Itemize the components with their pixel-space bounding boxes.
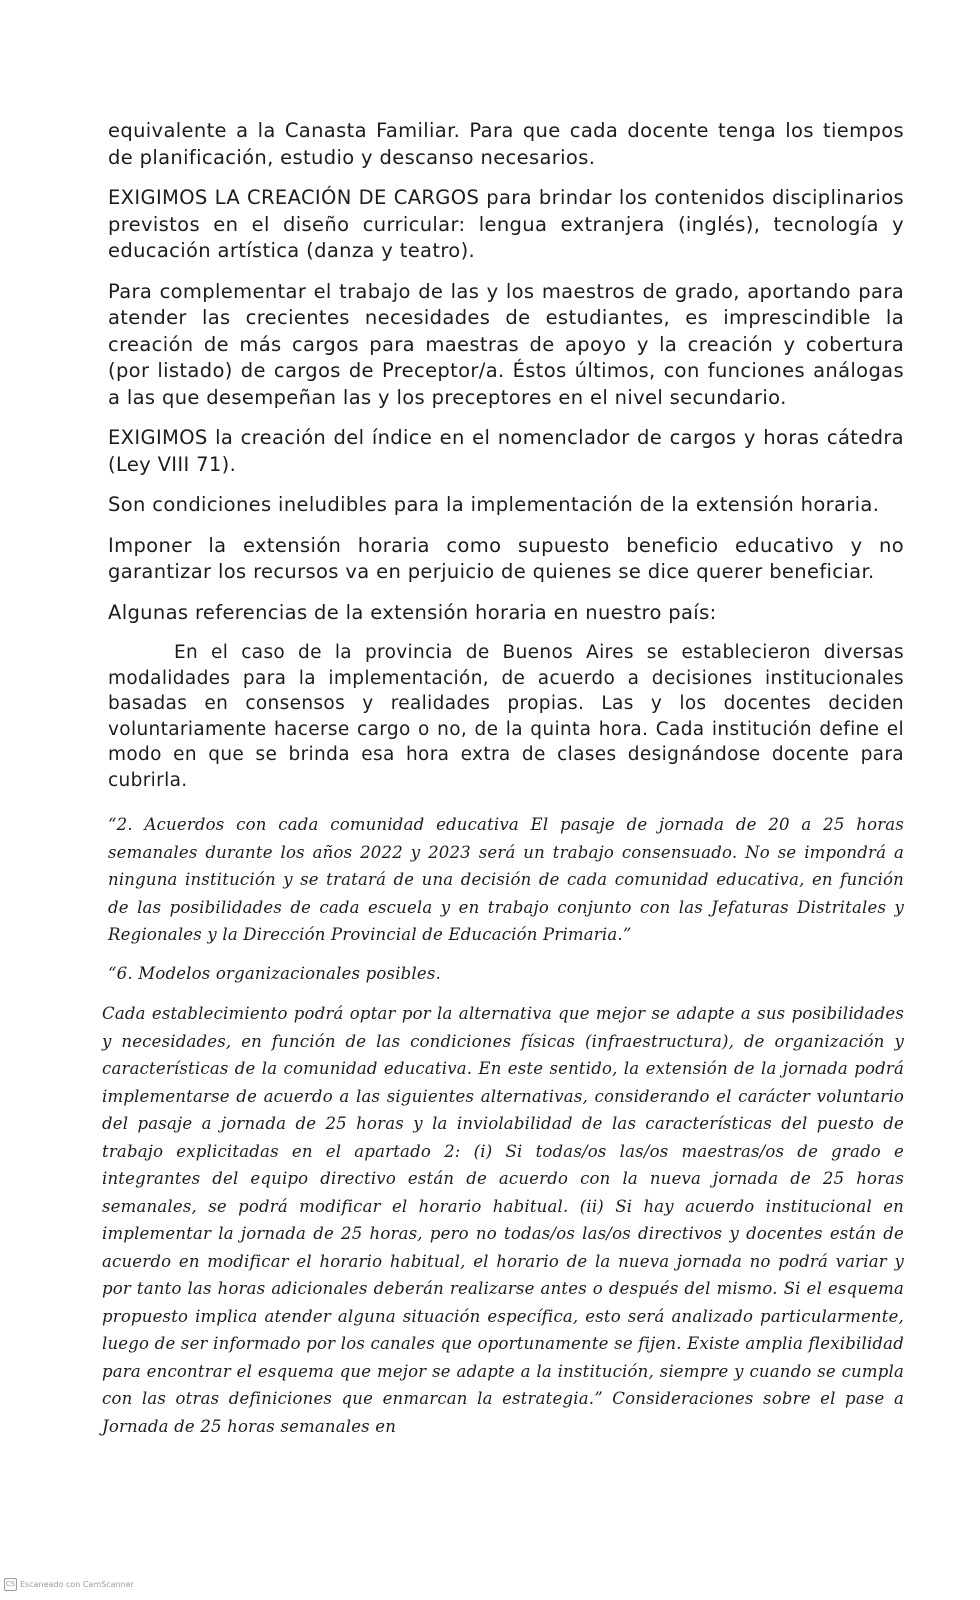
quote-acuerdos: “2. Acuerdos con cada comunidad educativa El pasaje de jornada de 20 a 25 horas semanales durante los años 2022 y 2023 será un trabajo consensuado. No se impondrá a ninguna institución y se tratará de una decisión de cada comunidad educativa, en función de las posibilidades de cada escuela y en trabajo conjunto con las Jefaturas Distritales y Regionales y la Dirección Provincial de Educación Primaria.” <box>108 815 904 944</box>
paragraph-condiciones: Son condiciones ineludibles para la implementación de la extensión horaria. <box>108 493 880 516</box>
paragraph-referencias-heading: Algunas referencias de la extensión horaria en nuestro país: <box>108 600 717 624</box>
scanner-watermark-text: Escaneado con CamScanner <box>20 1580 134 1589</box>
paragraph-canasta: equivalente a la Canasta Familiar. Para que cada docente tenga los tiempos de planificación, estudio y descanso necesarios. <box>108 119 904 169</box>
quote-establecimiento: Cada establecimiento podrá optar por la alternativa que mejor se adapte a sus posibilidades y necesidades, en función de las condiciones físicas (infraestructura), de organización y características de la comunidad educativa. En este sentido, la extensión de la jornada podrá implementarse de acuerdo a las siguientes alternativas, considerando el carácter voluntario del pasaje a jornada de 25 horas y la inviolabilidad de las características del puesto de trabajo explicitadas en el apartado 2: (i) Si todas/os las/os maestras/os de grado e integrantes del equipo directivo están de acuerdo con la nueva jornada de 25 horas semanales, se podrá modificar el horario habitual. (ii) Si hay acuerdo institucional en implementar la jornada de 25 horas, pero no todas/os las/os directivos y docentes están de acuerdo en modificar el horario habitual, el horario de la nueva jornada no podrá variar y por tanto las horas adicionales deberán realizarse antes o después del mismo. Si el esquema propuesto implica atender alguna situación específica, esto será analizado particularmente, luego de ser informado por los canales que oportunamente se fijen. Existe amplia flexibilidad para encontrar el esquema que mejor se adapte a la institución, siempre y cuando se cumpla con las otras definiciones que enmarcan la estrategia.” Consideraciones sobre el pase a Jornada de 25 horas semanales en <box>102 1004 904 1436</box>
paragraph-preceptores: Para complementar el trabajo de las y los maestros de grado, aportando para atender las crecientes necesidades de estudiantes, es imprescindible la creación de más cargos para maestras de apoyo y la creación y cobertura (por listado) de cargos de Preceptor/a. Éstos últimos, con funciones análogas a las que desempeñan las y los preceptores en el nivel secundario. <box>108 279 904 409</box>
quote-modelos-title: “6. Modelos organizacionales posibles. <box>108 963 441 983</box>
paragraph-indice-nomenclador: EXIGIMOS la creación del índice en el nomenclador de cargos y horas cátedra (Ley VIII 71). <box>108 426 904 476</box>
scanner-watermark <box>4 1578 134 1591</box>
document-body <box>102 118 904 1451</box>
paragraph-imponer-extension: Imponer la extensión horaria como supuesto beneficio educativo y no garantizar los recursos va en perjuicio de quienes se dice querer beneficiar. <box>108 533 904 583</box>
camscanner-logo-icon: CS <box>4 1578 17 1591</box>
paragraph-creacion-cargos: EXIGIMOS LA CREACIÓN DE CARGOS para brindar los contenidos disciplinarios previstos en el diseño curricular: lengua extranjera (inglés), tecnología y educación artística (danza y teatro). <box>108 186 904 262</box>
paragraph-buenos-aires: En el caso de la provincia de Buenos Aires se establecieron diversas modalidades para la implementación, de acuerdo a decisiones institucionales basadas en consensos y realidades propias. Las y los docentes deciden voluntariamente hacerse cargo o no, de la quinta hora. Cada institución define el modo en que se brinda esa hora extra de clases designándose docente para cubrirla. <box>108 642 904 791</box>
